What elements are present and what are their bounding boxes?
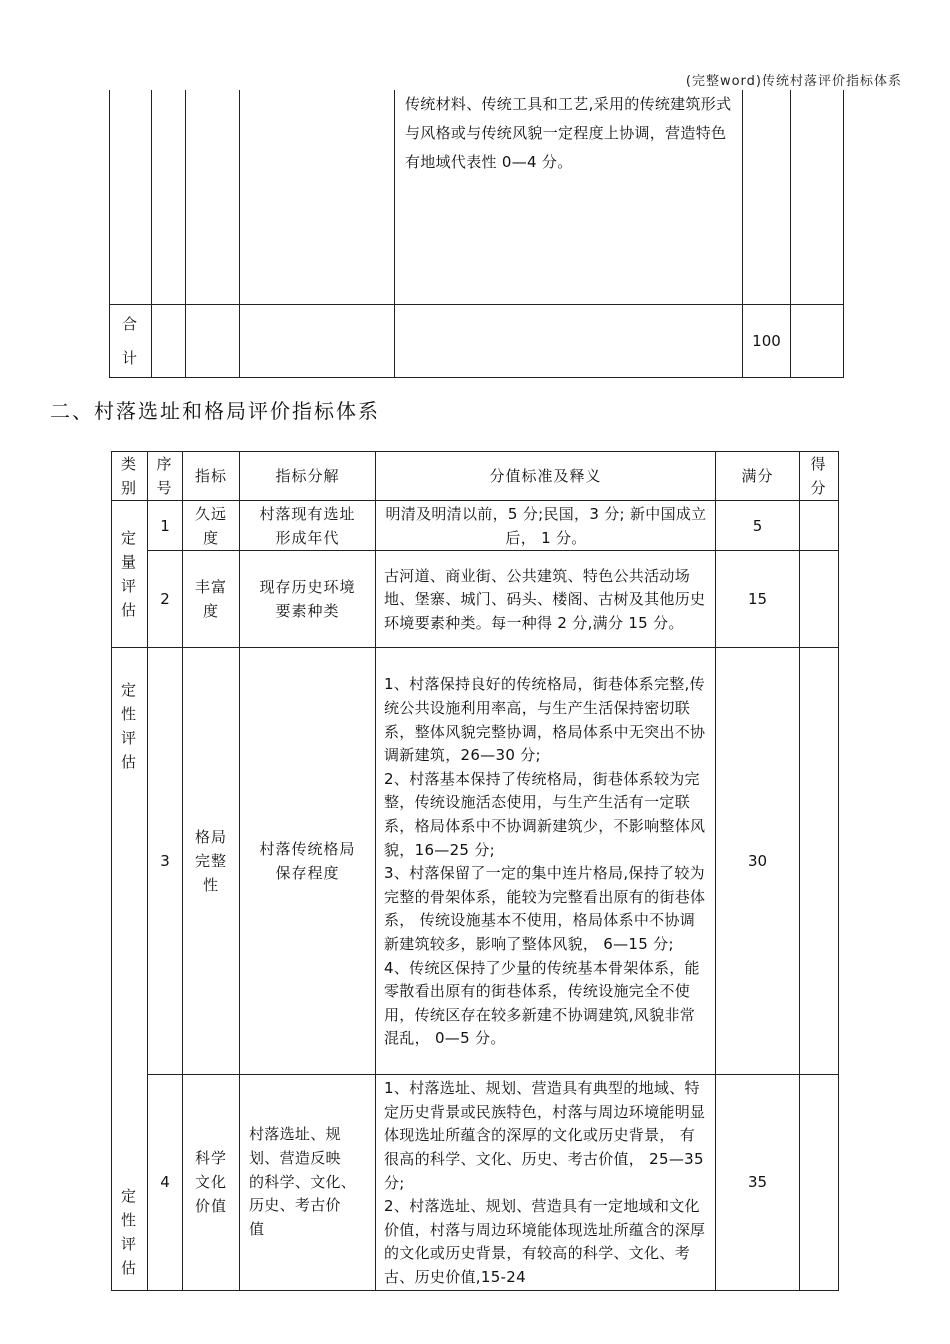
table-row <box>112 551 839 648</box>
row-decomposition: 村落选址、规 划、营造反映 的科学、文化、 历史、考古价 值 <box>240 1075 376 1290</box>
table-cell <box>791 90 844 304</box>
row-number: 4 <box>148 1075 183 1290</box>
row-decomposition: 村落传统格局 保存程度 <box>240 648 376 1075</box>
row-indicator: 科学 文化 价值 <box>183 1075 240 1290</box>
table-row <box>112 1075 839 1290</box>
table-header-row <box>112 452 839 501</box>
row-score <box>800 501 839 551</box>
table-cell <box>152 90 186 304</box>
row-indicator: 久远 度 <box>183 501 240 551</box>
header-criteria: 分值标准及释义 <box>376 452 716 501</box>
total-label: 合 计 <box>110 304 152 377</box>
row-indicator: 格局 完整 性 <box>183 648 240 1075</box>
table-cell <box>152 304 186 377</box>
document-header-title: (完整word)传统村落评价指标体系 <box>685 74 902 89</box>
row-full-score: 5 <box>716 501 800 551</box>
row-number: 1 <box>148 501 183 551</box>
table-cell <box>240 90 395 304</box>
table-row <box>112 501 839 551</box>
criteria-continuation-text: 传统材料、传统工具和工艺,采用的传统建筑形式与风格或与传统风貌一定程度上协调，营造特色有地域代表性 0—4 分。 <box>405 95 732 171</box>
row-score <box>800 1075 839 1290</box>
group-qualitative <box>112 648 148 1290</box>
evaluation-table <box>111 451 839 1291</box>
row-decomposition: 现存历史环境 要素种类 <box>240 551 376 648</box>
group-quantitative: 定 量 评 估 <box>112 501 148 648</box>
row-score <box>800 551 839 648</box>
row-full-score: 30 <box>716 648 800 1075</box>
row-full-score: 35 <box>716 1075 800 1290</box>
header-indicator: 指标 <box>183 452 240 501</box>
group-qualitative-label-bottom: 定 性 评 估 <box>120 1186 138 1277</box>
table-cell <box>240 304 395 377</box>
table-continuation <box>109 90 844 378</box>
row-indicator: 丰富 度 <box>183 551 240 648</box>
section-heading: 二、村落选址和格局评价指标体系 <box>50 399 380 423</box>
table-cell <box>395 304 743 377</box>
header-index-no: 序 号 <box>148 452 183 501</box>
row-criteria: 1、村落选址、规划、营造具有典型的地域、特定历史背景或民族特色，村落与周边环境能明显体现选址所蕴含的深厚的文化或历史背景， 有很高的科学、文化、历史、考古价值， 25—35 分; 2、村落选址、规划、营造具有一定地域和文化价值，村落与周边环境能体现选址所蕴含的深厚的文化或历史背景，有较高的科学、文化、考古、历史价值,15-24 <box>376 1075 716 1290</box>
table-cell <box>743 90 791 304</box>
table-cell <box>395 90 743 304</box>
row-criteria: 1、村落保持良好的传统格局，街巷体系完整,传统公共设施利用率高，与生产生活保持密切联系，整体风貌完整协调，格局体系中无突出不协调新建筑，26—30 分; 2、村落基本保持了传统格局，街巷体系较为完整，传统设施活态使用，与生产生活有一定联系，格局体系中不协调新建筑少，不影响整体风貌，16—25 分; 3、村落保留了一定的集中连片格局,保持了较为完整的骨架体系，能较为完整看出原有的街巷体系， 传统设施基本不使用，格局体系中不协调新建筑较多，影响了整体风貌， 6—15 分; 4、传统区保持了少量的传统基本骨架体系，能零散看出原有的街巷体系，传统设施完全不使用，传统区存在较多新建不协调建筑,风貌非常混乱， 0—5 分。 <box>376 648 716 1075</box>
row-number: 2 <box>148 551 183 648</box>
row-score <box>800 648 839 1075</box>
header-decomposition: 指标分解 <box>240 452 376 501</box>
row-full-score: 15 <box>716 551 800 648</box>
table-cell <box>186 90 240 304</box>
table-cell <box>110 90 152 304</box>
row-criteria: 明清及明清以前，5 分;民国，3 分; 新中国成立后， 1 分。 <box>376 501 716 551</box>
table-row-total <box>110 304 844 377</box>
total-value: 100 <box>743 304 791 377</box>
table-row <box>112 648 839 1075</box>
table-cell <box>791 304 844 377</box>
header-category: 类 别 <box>112 452 148 501</box>
row-decomposition: 村落现有选址 形成年代 <box>240 501 376 551</box>
table-row <box>110 90 844 304</box>
header-full-score: 满分 <box>716 452 800 501</box>
group-qualitative-label-top: 定 性 评 估 <box>120 681 138 772</box>
table-cell <box>186 304 240 377</box>
row-criteria: 古河道、商业街、公共建筑、特色公共活动场地、堡寨、城门、码头、楼阁、古树及其他历史环境要素种类。每一种得 2 分,满分 15 分。 <box>376 551 716 648</box>
row-number: 3 <box>148 648 183 1075</box>
header-score: 得 分 <box>800 452 839 501</box>
